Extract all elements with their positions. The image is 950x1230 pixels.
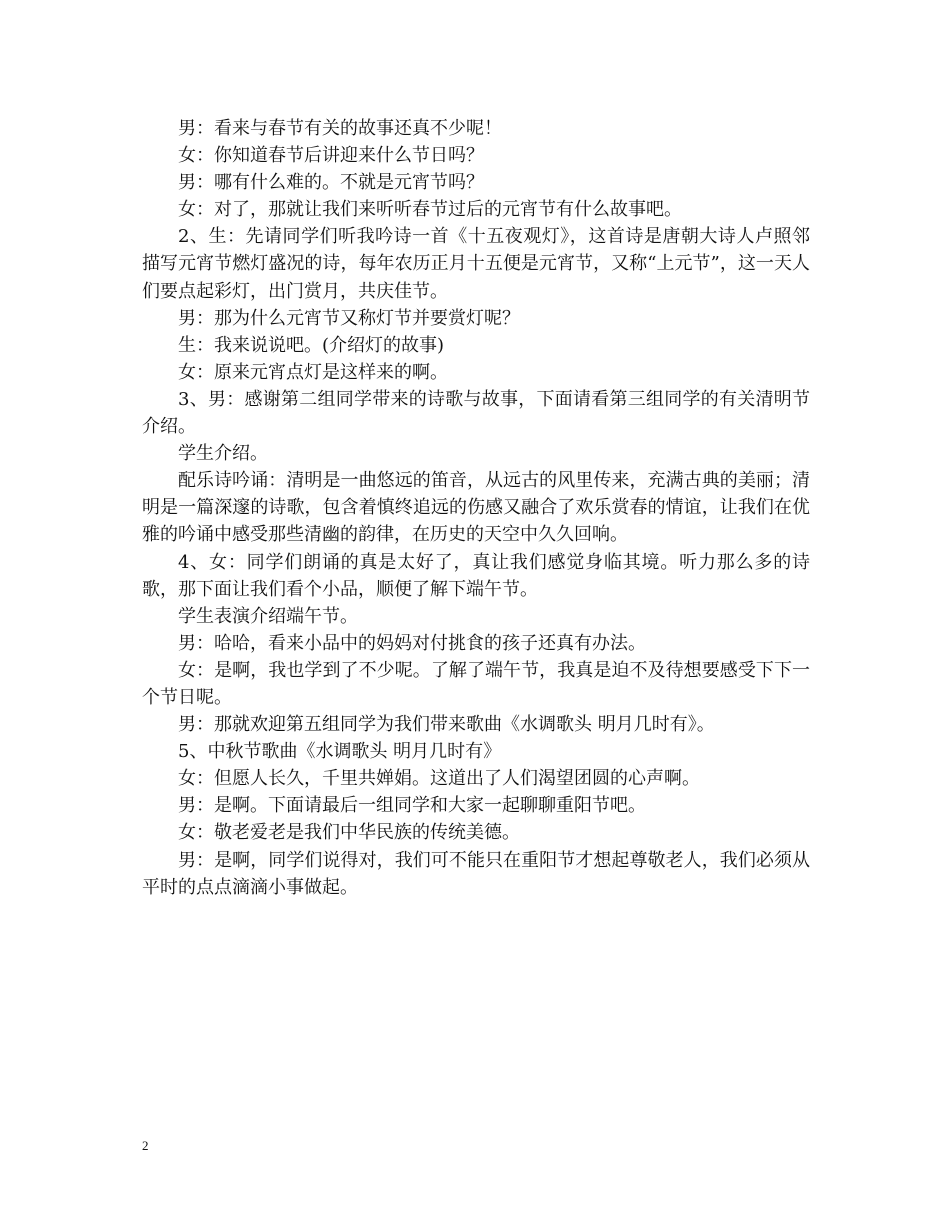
paragraph: 男：是啊。下面请最后一组同学和大家一起聊聊重阳节吧。: [178, 795, 646, 817]
paragraph: 男：哪有什么难的。不就是元宵节吗？: [178, 172, 484, 194]
paragraph: 女：是啊，我也学到了不少呢。了解了端午节，我真是迫不及待想要感受下下一个节日呢。: [142, 659, 810, 708]
paragraph: 2、生：先请同学们听我吟诗一首《十五夜观灯》，这首诗是唐朝大诗人卢照邻描写元宵节燃灯盛况的诗，每年农历正月十五便是元宵节，又称“上元节”，这一天人们要点起彩灯，出门赏月，共庆佳节。: [142, 226, 810, 302]
paragraph: 男：看来与春节有关的故事还真不少呢！: [178, 118, 502, 139]
paragraph: 男：那为什么元宵节又称灯节并要赏灯呢？: [178, 307, 520, 329]
paragraph: 女：敬老爱老是我们中华民族的传统美德。: [178, 822, 520, 844]
paragraph: 女：你知道春节后讲迎来什么节日吗？: [178, 145, 484, 167]
paragraph: 配乐诗吟诵：清明是一曲悠远的笛音，从远古的风里传来，充满古典的美丽；清明是一篇深邃的诗歌，包含着慎终追远的伤感又融合了欢乐赏春的情谊，让我们在优雅的吟诵中感受那些清幽的韵律，在历史的天空中久久回响。: [142, 470, 810, 546]
paragraph: 学生表演介绍端午节。: [178, 605, 358, 627]
page-number: 2: [142, 1138, 149, 1153]
paragraph: 生：我来说说吧。(介绍灯的故事): [178, 334, 445, 356]
paragraph: 女：原来元宵点灯是这样来的啊。: [178, 361, 448, 383]
paragraph: 3、男：感谢第二组同学带来的诗歌与故事，下面请看第三组同学的有关清明节介绍。: [142, 388, 810, 438]
paragraph: 女：对了，那就让我们来听听春节过后的元宵节有什么故事吧。: [178, 199, 682, 221]
paragraph: 学生介绍。: [178, 443, 268, 465]
paragraph: 男：那就欢迎第五组同学为我们带来歌曲《水调歌头 明月几时有》。: [178, 714, 715, 736]
paragraph: 5、中秋节歌曲《水调歌头 明月几时有》: [178, 741, 502, 763]
paragraph: 男：是啊，同学们说得对，我们可不能只在重阳节才想起尊敬老人，我们必须从平时的点点滴滴小事做起。: [142, 849, 810, 898]
paragraph: 女：但愿人长久，千里共婵娟。这道出了人们渴望团圆的心声啊。: [178, 768, 700, 790]
paragraph: 男：哈哈，看来小品中的妈妈对付挑食的孩子还真有办法。: [178, 632, 646, 654]
document-body: [142, 115, 810, 901]
paragraph: 4、女：同学们朗诵的真是太好了，真让我们感觉身临其境。听力那么多的诗歌，那下面让我们看个小品，顺便了解下端午节。: [142, 551, 810, 600]
